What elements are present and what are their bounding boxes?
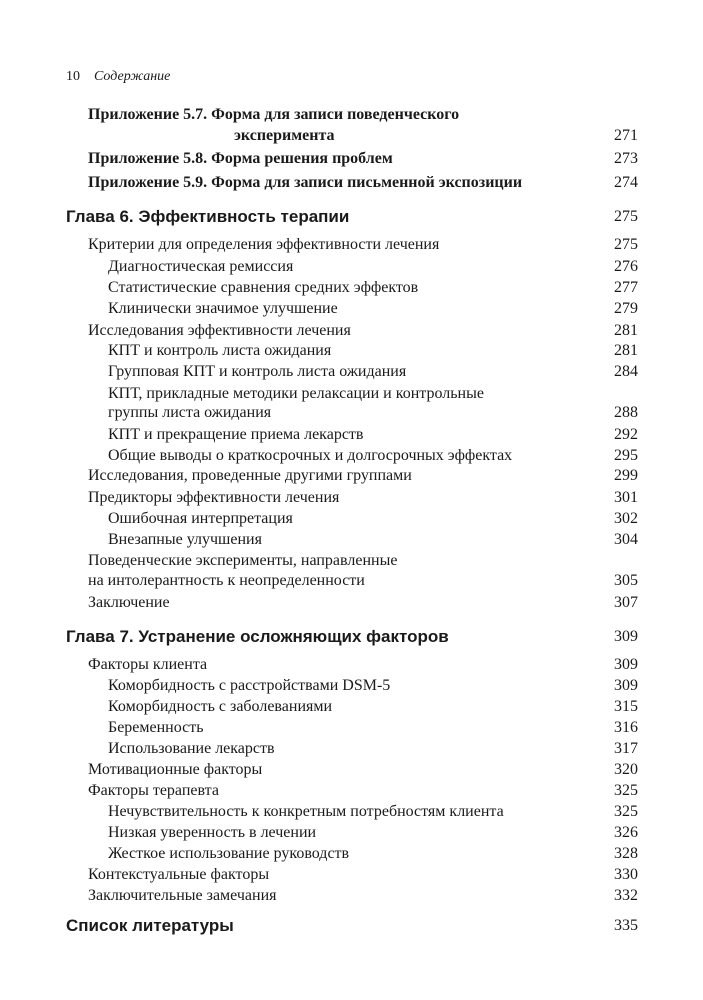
- toc-page-number: 326: [614, 824, 638, 841]
- toc-entry: [0, 320, 703, 341]
- toc-page-number: 335: [614, 917, 638, 934]
- toc-page-number: 279: [614, 300, 638, 317]
- toc-entry-title: Диагностическая ремиссия: [108, 258, 294, 275]
- toc-chapter-heading: [0, 206, 703, 227]
- toc-entry: [0, 843, 703, 864]
- toc-entry-title: Групповая КПТ и контроль листа ожидания: [108, 363, 407, 380]
- running-title: Содержание: [94, 69, 171, 84]
- toc-entry: [0, 592, 703, 613]
- toc-entry-title: Мотивационные факторы: [88, 761, 263, 778]
- toc-page-number: 271: [614, 127, 638, 144]
- toc-page-number: 320: [614, 761, 638, 778]
- toc-entry-title: на интолерантность к неопределенности: [88, 572, 365, 589]
- toc-entry-title: Исследования, проведенные другими группами: [88, 467, 412, 484]
- toc-entry-title: КПТ и прекращение приема лекарств: [108, 426, 364, 443]
- toc-page-number: 302: [614, 510, 638, 527]
- toc-page-number: 281: [614, 322, 638, 339]
- toc-entry-title: Критерии для определения эффективности лечения: [88, 236, 440, 253]
- toc-page-number: 276: [614, 258, 638, 275]
- toc-entry: [0, 277, 703, 298]
- toc-entry-title: КПТ, прикладные методики релаксации и контрольные: [108, 385, 484, 402]
- toc-page-number: 309: [614, 677, 638, 694]
- toc-entry-title: Исследования эффективности лечения: [88, 322, 351, 339]
- toc-entry-title: Заключение: [88, 594, 170, 611]
- toc-entry-title: Заключительные замечания: [88, 887, 277, 904]
- toc-entry: [0, 780, 703, 801]
- toc-entry: [0, 172, 703, 193]
- toc-entry: [0, 104, 703, 125]
- toc-entry: [0, 570, 703, 591]
- toc-page-number: 315: [614, 698, 638, 715]
- toc-page-number: 284: [614, 363, 638, 380]
- toc-entry: [0, 424, 703, 445]
- toc-entry: [0, 696, 703, 717]
- toc-page-number: 325: [614, 803, 638, 820]
- toc-page-number: 309: [614, 656, 638, 673]
- toc-entry-title: Использование лекарств: [108, 740, 275, 757]
- toc-entry-title: эксперимента: [234, 127, 335, 144]
- toc-page-number: 299: [614, 467, 638, 484]
- toc-entry-title: Глава 6. Эффективность терапии: [66, 207, 350, 226]
- toc-entry: [0, 361, 703, 382]
- toc-entry-title: Низкая уверенность в лечении: [108, 824, 317, 841]
- toc-entry-title: Предикторы эффективности лечения: [88, 489, 340, 506]
- toc-entry: [0, 148, 703, 169]
- toc-entry-title: Статистические сравнения средних эффектов: [108, 279, 419, 296]
- toc-entry-title: Нечувствительность к конкретным потребностям клиента: [108, 803, 504, 820]
- toc-entry: [0, 487, 703, 508]
- toc-entry: [0, 256, 703, 277]
- toc-entry: [0, 801, 703, 822]
- toc-entry: [0, 759, 703, 780]
- toc-entry-title: Приложение 5.8. Форма решения проблем: [88, 150, 393, 167]
- toc-page-number: 317: [614, 740, 638, 757]
- toc-entry-title: Коморбидность с заболеваниями: [108, 698, 333, 715]
- toc-page-number: 281: [614, 342, 638, 359]
- toc-entry: [0, 340, 703, 361]
- toc-page-number: 325: [614, 782, 638, 799]
- toc-page-number: 316: [614, 719, 638, 736]
- running-header: [66, 68, 170, 86]
- toc-entry-title: Внезапные улучшения: [108, 531, 262, 548]
- toc-page-number: 288: [614, 404, 638, 421]
- toc-page-number: 275: [614, 208, 638, 225]
- toc-entry-title: группы листа ожидания: [108, 404, 272, 421]
- toc-entry: [0, 465, 703, 486]
- toc-entry: [0, 717, 703, 738]
- toc-entry-title: Глава 7. Устранение осложняющих факторов: [66, 627, 449, 646]
- toc-entry-title: Контекстуальные факторы: [88, 866, 270, 883]
- toc-entry: [0, 675, 703, 696]
- toc-entry-title: КПТ и контроль листа ожидания: [108, 342, 332, 359]
- toc-entry: [0, 885, 703, 906]
- page-number: 10: [66, 69, 80, 84]
- toc-entry: [0, 654, 703, 675]
- toc-entry: [0, 822, 703, 843]
- toc-entry-title: Поведенческие эксперименты, направленные: [88, 552, 398, 569]
- toc-entry: [0, 445, 703, 466]
- toc-page-number: 301: [614, 489, 638, 506]
- toc-page-number: 332: [614, 887, 638, 904]
- toc-page-number: 304: [614, 531, 638, 548]
- toc-chapter-heading: [0, 915, 703, 936]
- toc-entry-title: Жесткое использование руководств: [108, 845, 350, 862]
- toc-page-number: 292: [614, 426, 638, 443]
- toc-page-number: 273: [614, 150, 638, 167]
- toc-page-number: 307: [614, 594, 638, 611]
- toc-page-number: 305: [614, 572, 638, 589]
- toc-entry-title: Факторы терапевта: [88, 782, 219, 799]
- toc-entry-title: Коморбидность с расстройствами DSM-5: [108, 677, 391, 694]
- toc-entry: [0, 125, 703, 146]
- toc-page-number: 274: [614, 174, 638, 191]
- toc-entry: [0, 234, 703, 255]
- toc-page-number: 295: [614, 447, 638, 464]
- toc-entry: [0, 508, 703, 529]
- toc-page-number: 328: [614, 845, 638, 862]
- toc-chapter-heading: [0, 626, 703, 647]
- toc-entry: [0, 550, 703, 571]
- toc-entry-title: Клинически значимое улучшение: [108, 300, 338, 317]
- toc-entry-title: Приложение 5.7. Форма для записи поведенческого: [88, 106, 460, 123]
- toc-page-number: 277: [614, 279, 638, 296]
- toc-entry-title: Приложение 5.9. Форма для записи письменной экспозиции: [88, 174, 523, 191]
- toc-entry-title: Беременность: [108, 719, 204, 736]
- toc-page-number: 309: [614, 628, 638, 645]
- toc-entry: [0, 529, 703, 550]
- toc-entry: [0, 864, 703, 885]
- toc-entry: [0, 298, 703, 319]
- toc-entry-title: Список литературы: [66, 916, 234, 935]
- toc-entry: [0, 383, 703, 404]
- toc-entry-title: Общие выводы о краткосрочных и долгосрочных эффектах: [108, 447, 513, 464]
- toc-page-number: 330: [614, 866, 638, 883]
- toc-page-number: 275: [614, 236, 638, 253]
- toc-entry: [0, 738, 703, 759]
- toc-entry-title: Ошибочная интерпретация: [108, 510, 293, 527]
- toc-entry-title: Факторы клиента: [88, 656, 208, 673]
- toc-entry: [0, 402, 703, 423]
